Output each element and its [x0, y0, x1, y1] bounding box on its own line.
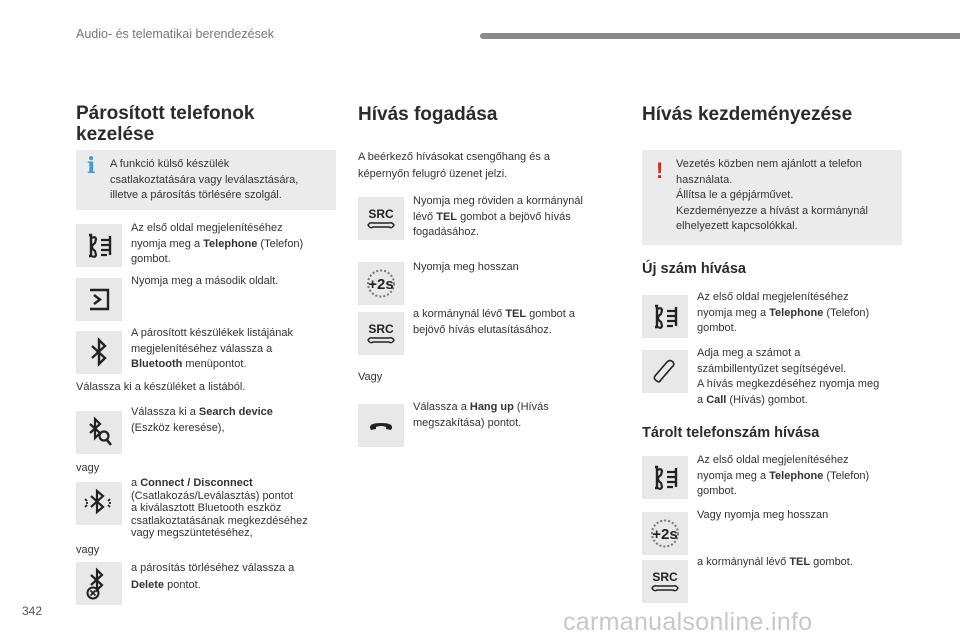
search-device-label: Search device — [198, 406, 273, 418]
info-icon: i — [87, 153, 96, 179]
text: a — [131, 477, 141, 489]
running-header: Audio- és telematikai berendezések — [76, 27, 275, 41]
connect-disconnect-label: Connect / Disconnect — [140, 477, 253, 489]
col1-note-line: illetve a párosítás törlésére szolgál. — [110, 189, 282, 201]
col1-step1-line1: Az első oldal megjelenítéséhez — [131, 222, 283, 234]
text: a — [697, 393, 707, 406]
or-text-3: Vagy — [358, 371, 383, 383]
text: pontot. — [164, 579, 201, 591]
col3-s1-step2-line2: számbillentyűzet segítségével. — [697, 362, 847, 375]
col3-s1-step2-line1: Adja meg a számot a — [697, 347, 801, 359]
text: lévő — [413, 210, 437, 223]
col3-note-line: Kezdeményezze a hívást a kormánynál — [676, 204, 868, 217]
or-text-2: vagy — [76, 544, 100, 556]
col1-step5-line5: vagy megszüntetéséhez, — [131, 527, 253, 539]
col3-s1-step2 — [697, 346, 879, 408]
hang-up-icon — [358, 404, 404, 447]
col1-step3-line3 — [131, 357, 293, 373]
col1-title-line1: Párosított telefonok — [76, 103, 255, 124]
col3-s2-step1-line2 — [697, 469, 869, 485]
col2-step3 — [413, 307, 575, 338]
col2-step4-line1 — [413, 400, 549, 416]
two-s-label: +2s — [368, 276, 394, 293]
col3-s2-step1 — [697, 453, 869, 500]
col1-info-note — [76, 150, 336, 210]
warning-icon: ! — [656, 158, 664, 183]
col1-step5-line4: csatlakoztatásának megkezdéséhez — [131, 514, 308, 527]
col1-note-text — [110, 157, 298, 204]
telephone-label: Telephone — [769, 306, 824, 319]
text: (Hívás) gombot. — [726, 393, 808, 406]
col3-s1-step1-line2 — [697, 306, 869, 322]
src-label: SRC — [652, 570, 678, 584]
delete-label: Delete — [131, 579, 165, 591]
col2-step4 — [413, 400, 549, 431]
telephone-button-icon — [642, 456, 688, 499]
delete-pairing-icon — [76, 562, 122, 605]
col2-step3-line2: bejövő hívás elutasításához. — [413, 323, 552, 336]
col3-title: Hívás kezdeményezése — [642, 104, 853, 125]
text: nyomja meg a — [697, 469, 770, 482]
col1-step3-line2: megjelenítéséhez válassza a — [131, 342, 273, 355]
text: gombot a bejövő hívás — [457, 210, 571, 223]
tel-label: TEL — [505, 308, 527, 320]
src-button-icon — [642, 560, 688, 603]
col1-title — [76, 103, 254, 145]
col3-s2-step1-line3: gombot. — [697, 485, 737, 497]
col1-step1 — [131, 221, 303, 268]
col1-step3-line1: A párosított készülékek listájának — [131, 327, 294, 339]
search-device-icon — [76, 411, 122, 454]
col1-step5-line2: (Csatlakozás/Leválasztás) pontot — [131, 489, 294, 502]
long-press-icon — [642, 512, 688, 555]
col2-step1-line1: Nyomja meg röviden a kormánynál — [413, 195, 583, 207]
col1-title-line2: kezelése — [76, 124, 155, 145]
text: a kormánynál lévő — [413, 308, 506, 320]
call-label: Call — [706, 393, 727, 406]
telephone-label: Telephone — [203, 237, 258, 250]
col1-step4-line2: (Eszköz keresése), — [131, 421, 225, 434]
col2-intro-line2: képernyőn felugró üzenet jelzi. — [358, 168, 508, 180]
col3-note-text — [676, 157, 868, 235]
telephone-label: Telephone — [769, 469, 824, 482]
text: (Telefon) — [823, 306, 870, 319]
col3-s2-step3 — [697, 555, 853, 571]
col1-note-line: csatlakoztatására vagy leválasztására, — [110, 173, 299, 186]
col1-step5 — [131, 477, 308, 540]
text: Válassza a — [413, 401, 470, 413]
src-label: SRC — [368, 322, 394, 336]
col3-s1-step1 — [697, 290, 869, 337]
src-button-icon — [358, 312, 404, 355]
col2-step1-line2 — [413, 210, 583, 226]
text: nyomja meg a — [131, 237, 204, 250]
col3-note-line: elhelyezett kapcsolókkal. — [676, 220, 798, 232]
col1-step6-line2 — [131, 577, 294, 594]
col3-subtitle-new-number: Új szám hívása — [642, 261, 746, 277]
col2-step1 — [413, 194, 583, 241]
col3-s2-step1-line1: Az első oldal megjelenítéséhez — [697, 454, 849, 466]
text: nyomja meg a — [697, 306, 770, 319]
col2-title: Hívás fogadása — [358, 104, 498, 125]
header-bar — [480, 33, 960, 39]
src-button-icon — [358, 197, 404, 240]
col2-intro-line1: A beérkező hívásokat csengőhang és a — [358, 151, 551, 163]
col3-warning-note — [642, 150, 902, 245]
bluetooth-icon — [76, 331, 122, 374]
src-label: SRC — [368, 207, 394, 221]
text: a kormánynál lévő — [697, 556, 790, 568]
col3-subtitle-stored-number: Tárolt telefonszám hívása — [642, 425, 820, 441]
col3-s1-step1-line3: gombot. — [697, 322, 737, 334]
call-handset-icon — [642, 350, 688, 393]
text: Válassza ki a — [131, 406, 199, 418]
col3-note-line: Állítsa le a gépjárművet. — [676, 189, 794, 201]
text: menüpontot. — [182, 358, 247, 370]
text: (Telefon) — [823, 469, 870, 482]
two-s-label: +2s — [652, 526, 678, 543]
page-number: 342 — [22, 604, 43, 618]
col1-step4-line1 — [131, 405, 273, 421]
select-device-text: Válassza ki a készüléket a listából. — [76, 381, 246, 393]
watermark: carmanualsonline.info — [563, 608, 813, 636]
col3-s2-step2: Vagy nyomja meg hosszan — [697, 509, 829, 521]
connect-disconnect-icon — [76, 482, 122, 525]
tel-label: TEL — [789, 556, 811, 568]
col1-step6 — [131, 560, 294, 594]
col2-step3-line1 — [413, 307, 575, 323]
bluetooth-label: Bluetooth — [131, 358, 183, 370]
col2-step4-line2: megszakítása) pontot. — [413, 416, 522, 429]
col1-step1-line3: gombot. — [131, 253, 171, 265]
col1-step1-line2 — [131, 237, 303, 253]
col2-intro — [358, 149, 550, 183]
text: gombot. — [810, 556, 853, 568]
col1-note-line: A funkció külső készülék — [110, 158, 230, 170]
text: (Hívás — [513, 401, 549, 413]
telephone-button-icon — [76, 224, 122, 267]
col3-s1-step2-line4 — [697, 393, 879, 409]
telephone-button-icon — [642, 295, 688, 338]
tel-label: TEL — [436, 210, 458, 223]
text: (Telefon) — [257, 237, 304, 250]
col3-s1-step1-line1: Az első oldal megjelenítéséhez — [697, 291, 849, 303]
col1-step3 — [131, 326, 293, 373]
col3-note-line: Vezetés közben nem ajánlott a telefon — [676, 158, 862, 170]
hang-up-label: Hang up — [469, 401, 514, 413]
col3-note-line: használata. — [676, 173, 733, 186]
col1-step5-line1 — [131, 477, 308, 490]
col2-step1-line3: fogadásához. — [413, 226, 480, 238]
col1-step6-line1: a párosítás törléséhez válassza a — [131, 562, 295, 574]
col1-step5-line3: a kiválasztott Bluetooth eszköz — [131, 502, 282, 514]
col1-step2: Nyomja meg a második oldalt. — [131, 275, 279, 287]
col2-step2: Nyomja meg hosszan — [413, 261, 519, 273]
col3-s1-step2-line3: A hívás megkezdéséhez nyomja meg — [697, 378, 880, 390]
next-page-icon — [76, 278, 122, 321]
text: gombot a — [526, 308, 576, 320]
long-press-icon — [358, 262, 404, 305]
or-text-1: vagy — [76, 462, 100, 474]
col1-step4 — [131, 405, 273, 436]
